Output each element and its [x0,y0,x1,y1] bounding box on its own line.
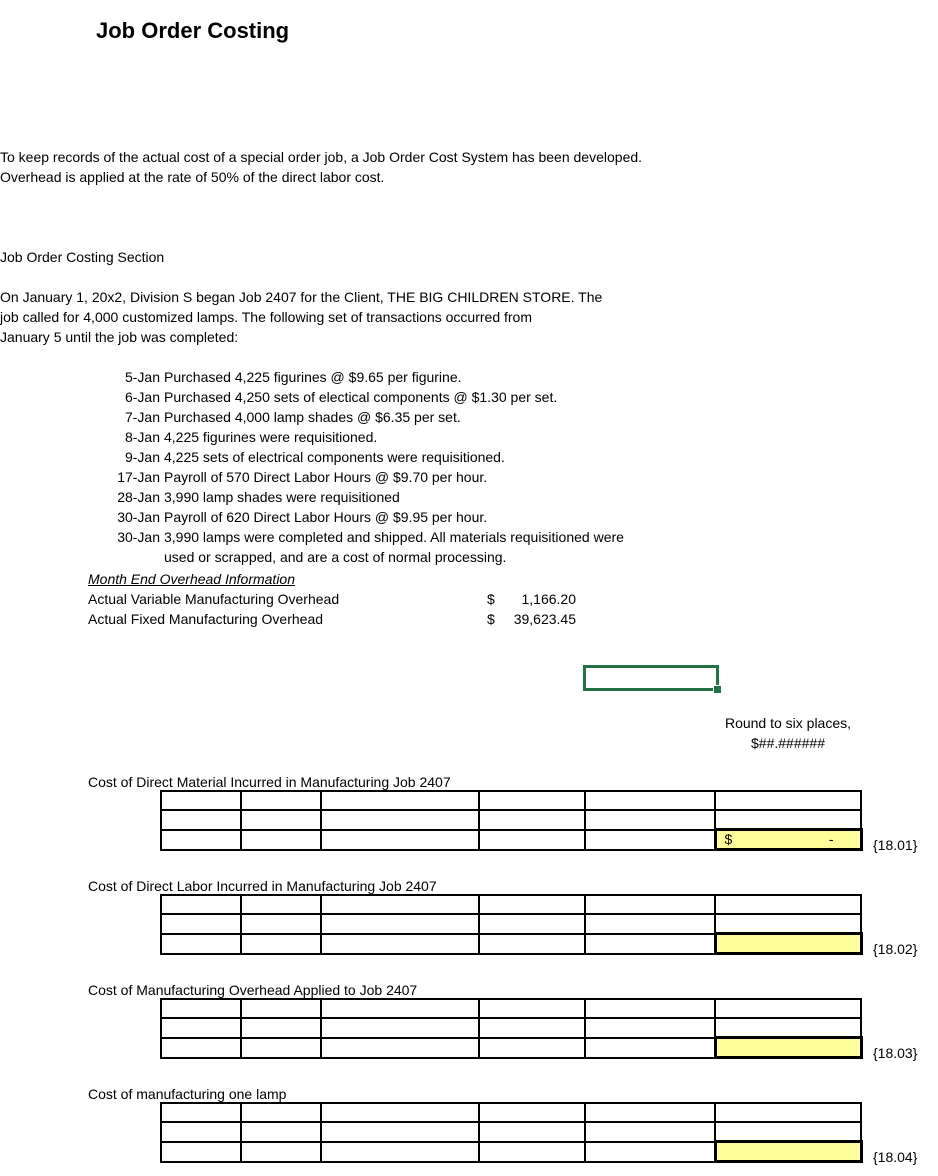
description-line-2: job called for 4,000 customized lamps. The following set of transactions occurred from [0,309,532,325]
grid-cell[interactable] [479,1142,585,1162]
question-code: {18.04} [873,1149,918,1165]
answer-grid [160,1102,863,1163]
description-line-1: On January 1, 20x2, Division S began Job 2407 for the Client, THE BIG CHILDREN STORE. The [0,289,603,305]
grid-cell[interactable] [321,830,479,850]
grid-cell[interactable] [241,810,321,830]
transaction-date: 8-Jan [124,429,160,445]
grid-cell[interactable] [715,895,861,914]
grid-cell[interactable] [161,1018,241,1038]
grid-cell[interactable] [585,1103,715,1122]
fill-handle[interactable] [713,685,722,694]
grid-cell[interactable] [585,791,715,810]
grid-cell[interactable] [241,1038,321,1058]
grid-cell[interactable] [161,1038,241,1058]
grid-cell[interactable] [715,810,861,830]
grid-cell[interactable] [321,1103,479,1122]
transaction-date: 6-Jan [124,389,160,405]
answer-cell-18-03[interactable] [715,1038,861,1058]
grid-cell[interactable] [321,1018,479,1038]
grid-cell[interactable] [479,934,585,954]
overhead-label: Actual Variable Manufacturing Overhead [88,591,340,607]
grid-cell[interactable] [479,1103,585,1122]
grid-cell[interactable] [715,791,861,810]
grid-cell[interactable] [241,791,321,810]
grid-cell[interactable] [585,1038,715,1058]
grid-cell[interactable] [585,810,715,830]
grid-cell[interactable] [715,999,861,1018]
answer-grid [160,998,863,1059]
grid-cell[interactable] [321,1142,479,1162]
transaction-text: Purchased 4,000 lamp shades @ $6.35 per set. [164,409,461,425]
intro-line-1: To keep records of the actual cost of a special order job, a Job Order Cost System has been developed. [0,149,643,165]
overhead-currency: $ [487,591,495,607]
transaction-date: 7-Jan [124,409,160,425]
transaction-date: 28-Jan [117,489,160,505]
overhead-label: Actual Fixed Manufacturing Overhead [88,611,324,627]
overhead-value: 1,166.20 [521,591,576,607]
grid-cell[interactable] [715,1018,861,1038]
answer-grid [160,790,863,851]
grid-cell[interactable] [241,1018,321,1038]
grid-cell[interactable] [161,934,241,954]
question-label: Cost of Direct Labor Incurred in Manufacturing Job 2407 [88,878,437,894]
answer-currency: $ [724,831,733,847]
question-code: {18.01} [873,837,918,853]
transaction-text: Payroll of 620 Direct Labor Hours @ $9.95 per hour. [164,509,488,525]
grid-cell[interactable] [241,999,321,1018]
transaction-text: 4,225 sets of electrical components were requisitioned. [164,449,505,465]
grid-cell[interactable] [715,1103,861,1122]
grid-cell[interactable] [161,1122,241,1142]
transaction-date: 9-Jan [124,449,160,465]
intro-line-2: Overhead is applied at the rate of 50% of the direct labor cost. [0,169,385,185]
round-format: $##.###### [751,735,825,751]
grid-cell[interactable] [479,810,585,830]
transaction-date: 5-Jan [124,369,160,385]
overhead-value: 39,623.45 [513,611,576,627]
grid-cell[interactable] [161,1142,241,1162]
grid-cell[interactable] [479,895,585,914]
grid-cell[interactable] [479,1122,585,1142]
grid-cell[interactable] [585,830,715,850]
grid-cell[interactable] [321,999,479,1018]
grid-cell[interactable] [585,1018,715,1038]
grid-cell[interactable] [479,830,585,850]
grid-cell[interactable] [241,1142,321,1162]
answer-cell-18-04[interactable] [715,1142,861,1162]
grid-cell[interactable] [161,830,241,850]
grid-cell[interactable] [241,1122,321,1142]
grid-cell[interactable] [241,895,321,914]
grid-cell[interactable] [479,791,585,810]
grid-cell[interactable] [161,810,241,830]
answer-cell-18-02[interactable] [715,934,861,954]
transaction-text: Payroll of 570 Direct Labor Hours @ $9.70 per hour. [164,469,488,485]
description-line-3: January 5 until the job was completed: [0,329,239,345]
grid-cell[interactable] [241,830,321,850]
grid-cell[interactable] [715,1122,861,1142]
transaction-date: 17-Jan [117,469,160,485]
grid-cell[interactable] [585,1122,715,1142]
grid-cell[interactable] [161,895,241,914]
grid-cell[interactable] [715,914,861,934]
grid-cell[interactable] [161,1103,241,1122]
question-label: Cost of Direct Material Incurred in Manufacturing Job 2407 [88,774,451,790]
grid-cell[interactable] [241,1103,321,1122]
grid-cell[interactable] [321,1122,479,1142]
transaction-text: Purchased 4,225 figurines @ $9.65 per figurine. [164,369,462,385]
grid-cell[interactable] [321,934,479,954]
grid-cell[interactable] [321,914,479,934]
grid-cell[interactable] [161,914,241,934]
page-title: Job Order Costing [96,18,290,43]
grid-cell[interactable] [321,810,479,830]
answer-cell-18-01[interactable] [715,830,861,850]
transaction-date: 30-Jan [117,509,160,525]
grid-cell[interactable] [585,934,715,954]
overhead-heading: Month End Overhead Information [88,571,296,587]
grid-cell[interactable] [161,791,241,810]
transaction-continuation: used or scrapped, and are a cost of normal processing. [164,549,507,565]
answer-grid [160,894,863,955]
grid-cell[interactable] [479,914,585,934]
grid-cell[interactable] [161,999,241,1018]
grid-cell[interactable] [241,914,321,934]
question-code: {18.02} [873,941,918,957]
grid-cell[interactable] [585,914,715,934]
transaction-text: Purchased 4,250 sets of electical components @ $1.30 per set. [164,389,558,405]
question-label: Cost of Manufacturing Overhead Applied to Job 2407 [88,982,418,998]
grid-cell[interactable] [585,1142,715,1162]
transaction-text: 3,990 lamps were completed and shipped. All materials requisitioned were [164,529,624,545]
grid-cell[interactable] [321,895,479,914]
transaction-text: 4,225 figurines were requisitioned. [164,429,378,445]
selected-cell[interactable] [583,665,719,691]
question-label: Cost of manufacturing one lamp [88,1086,287,1102]
grid-cell[interactable] [585,999,715,1018]
transaction-date: 30-Jan [117,529,160,545]
round-hint: Round to six places, [724,715,852,731]
grid-cell[interactable] [479,1038,585,1058]
overhead-currency: $ [487,611,495,627]
section-heading: Job Order Costing Section [0,249,165,265]
grid-cell[interactable] [241,934,321,954]
transaction-text: 3,990 lamp shades were requisitioned [164,489,400,505]
grid-cell[interactable] [479,999,585,1018]
grid-cell[interactable] [321,1038,479,1058]
question-code: {18.03} [873,1045,918,1061]
grid-cell[interactable] [585,895,715,914]
grid-cell[interactable] [321,791,479,810]
grid-cell[interactable] [479,1018,585,1038]
answer-value: - [828,831,834,847]
